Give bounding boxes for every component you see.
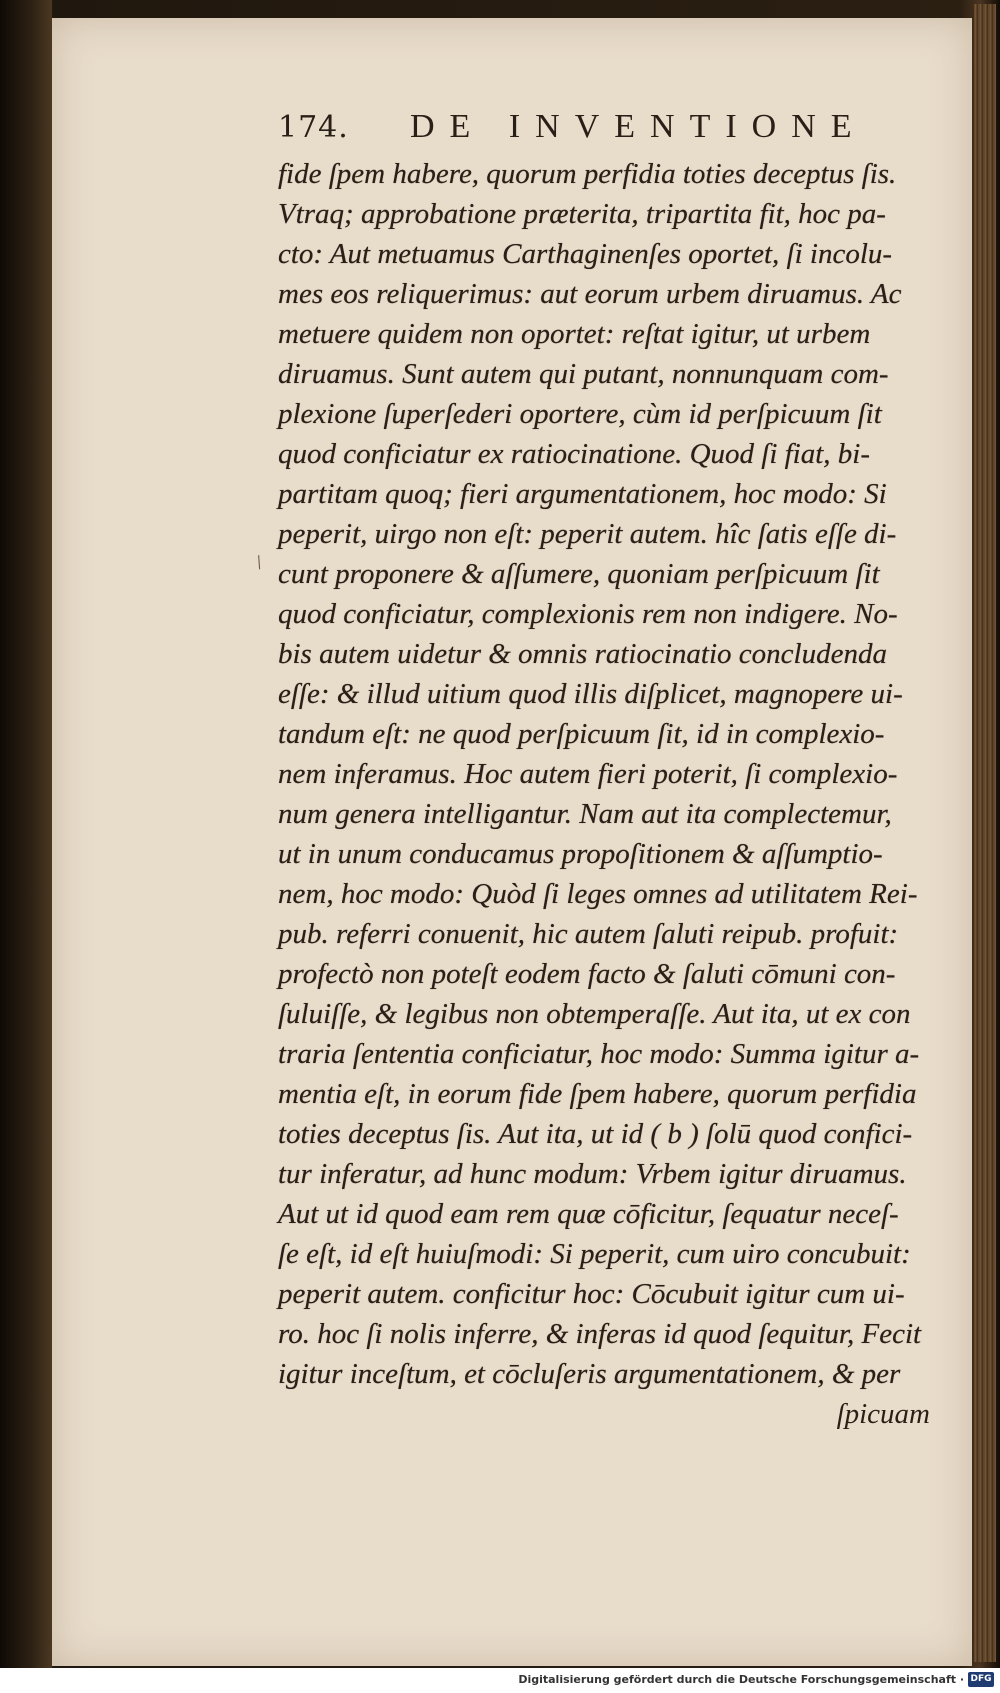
text-line: bis autem uidetur & omnis ratiocinatio concludenda — [278, 638, 887, 670]
text-block — [278, 108, 938, 1434]
text-line: Vtraq; approbatione præterita, tripartita fit, hoc pa- — [278, 198, 886, 230]
text-line: mentia eſt, in eorum fide ſpem habere, quorum perfidia — [278, 1078, 917, 1110]
text-line: ſuluiſſe, & legibus non obtemperaſſe. Aut ita, ut ex con — [278, 998, 911, 1030]
text-line: diruamus. Sunt autem qui putant, nonnunquam com- — [278, 358, 889, 390]
text-line: plexione ſuperſederi oportere, cùm id perſpicuum ſit — [278, 398, 882, 430]
book-fore-edge — [974, 4, 996, 1662]
text-line: traria ſententia conficiatur, hoc modo: Summa igitur a- — [278, 1038, 920, 1070]
footer-bar — [0, 1668, 1000, 1693]
text-line: fide ſpem habere, quorum perfidia toties deceptus ſis. — [278, 158, 897, 190]
text-line: Aut ut id quod eam rem quæ cōficitur, ſequatur neceſ- — [278, 1198, 899, 1230]
running-title: DE INVENTIONE — [410, 108, 867, 145]
text-line: num genera intelligantur. Nam aut ita complectemur, — [278, 798, 892, 830]
text-line: ſe eſt, id eſt huiuſmodi: Si peperit, cum uiro concubuit: — [278, 1238, 911, 1270]
text-line: peperit autem. conficitur hoc: Cōcubuit igitur cum ui- — [278, 1278, 905, 1310]
text-line: nem inferamus. Hoc autem fieri poterit, ſi complexio- — [278, 758, 898, 790]
text-line: ut in unum conducamus propoſitionem & aſſumptio- — [278, 838, 883, 870]
text-lines — [278, 154, 938, 1394]
text-line: peperit, uirgo non eſt: peperit autem. hîc ſatis eſſe di- — [278, 518, 897, 550]
text-line: profectò non poteſt eodem facto & ſaluti cōmuni con- — [278, 958, 896, 990]
text-line: nem, hoc modo: Quòd ſi leges omnes ad utilitatem Rei- — [278, 878, 918, 910]
text-line: pub. referri conuenit, hic autem ſaluti reipub. profuit: — [278, 918, 899, 950]
catchword: ſpicuam — [836, 1398, 930, 1430]
text-line: quod conficiatur ex ratiocinatione. Quod ſi fiat, bi- — [278, 438, 871, 470]
text-line: partitam quoq; fieri argumentationem, hoc modo: Si — [278, 478, 887, 510]
digitization-credit: Digitalisierung gefördert durch die Deutsche Forschungsgemeinschaft · — [518, 1673, 964, 1686]
text-line: tur inferatur, ad hunc modum: Vrbem igitur diruamus. — [278, 1158, 907, 1190]
page-number: 174. — [278, 110, 349, 145]
text-line: mes eos reliquerimus: aut eorum urbem diruamus. Ac — [278, 278, 902, 310]
text-line: cunt proponere & aſſumere, quoniam perſpicuum ſit — [278, 558, 880, 590]
text-line: cto: Aut metuamus Carthaginenſes oportet, ſi incolu- — [278, 238, 893, 270]
text-line: eſſe: & illud uitium quod illis diſplicet, magnopere ui- — [278, 678, 903, 710]
book-spine-edge — [0, 0, 52, 1668]
text-line: metuere quidem non oportet: reſtat igitur, ut urbem — [278, 318, 871, 350]
text-line: tandum eſt: ne quod perſpicuum ſit, id in complexio- — [278, 718, 885, 750]
running-head — [278, 108, 938, 154]
text-line: quod conficiatur, complexionis rem non indigere. No- — [278, 598, 898, 630]
text-line: toties deceptus ſis. Aut ita, ut id ( b ) ſolū quod confici- — [278, 1118, 913, 1150]
margin-pen-mark: ⁄ — [252, 553, 266, 572]
text-line: ro. hoc ſi nolis inferre, & inferas id quod ſequitur, Fecit — [278, 1318, 922, 1350]
dfg-logo: DFG — [968, 1672, 994, 1687]
text-line: igitur inceſtum, et cōcluſeris argumentationem, & per — [278, 1358, 901, 1390]
